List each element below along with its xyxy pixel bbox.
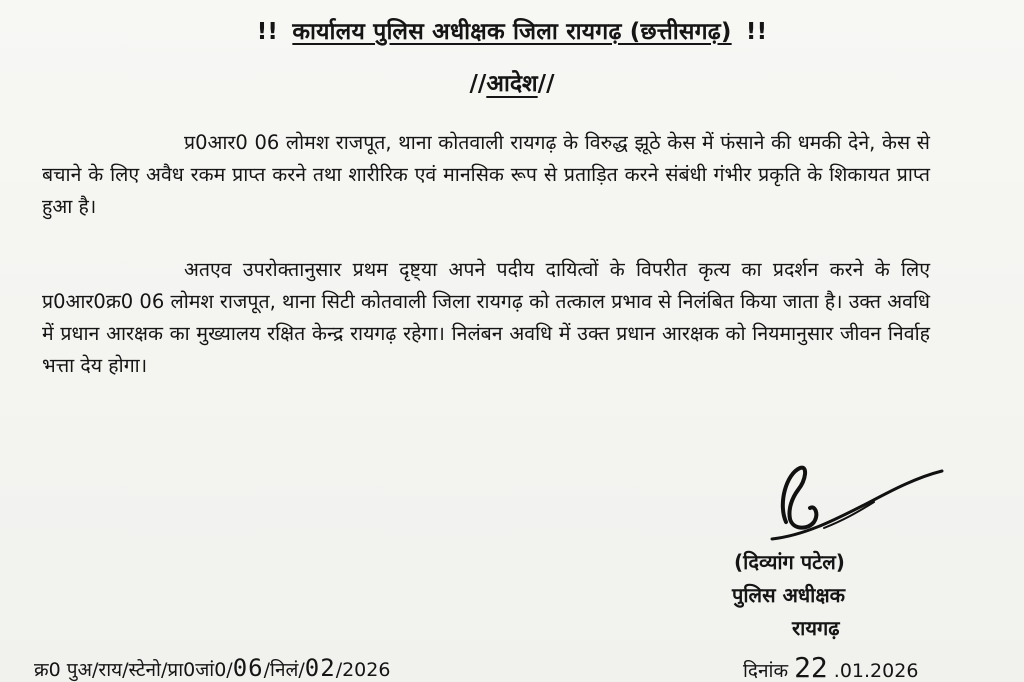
office-title: कार्यालय पुलिस अधीक्षक जिला रायगढ़ (छत्तीसगढ़) <box>292 19 732 45</box>
order-prefix-slashes: // <box>469 71 487 97</box>
header-prefix-marks: !! <box>256 19 279 45</box>
handwritten-signature <box>752 456 962 552</box>
reference-serial: 02 <box>304 654 336 682</box>
officer-name: (दिव्यांग पटेल) <box>734 550 845 574</box>
order-title: आदेश <box>486 71 538 97</box>
officer-designation: पुलिस अधीक्षक <box>732 583 846 607</box>
reference-prefix: क्र0 पुअ/राय/स्टेनो/प्रा0जां0/ <box>34 659 233 681</box>
reference-middle: /निलं/ <box>263 659 305 681</box>
reference-year: /2026 <box>335 659 391 681</box>
order-date <box>743 651 918 682</box>
complaint-paragraph: प्र0आर0 06 लोमश राजपूत, थाना कोतवाली रायगढ़ के विरुद्ध झूठे केस में फंसाने की धमकी देने, केस से बचाने के लिए अवैध रकम प्राप्त करने तथा शारीरिक एवं मानसिक रूप से प्रताड़ित करने संबंधी गंभीर प्रकृति के शिकायत प्राप्त हुआ है। <box>42 131 930 218</box>
signature-scribble <box>752 456 962 552</box>
date-label: दिनांक <box>743 660 789 682</box>
signatory-block <box>726 546 916 645</box>
header-suffix-marks: !! <box>745 19 768 45</box>
date-day: 22 <box>794 651 828 682</box>
reference-handwritten-number: 06 <box>232 654 264 682</box>
suspension-paragraph: अतएव उपरोक्तानुसार प्रथम दृष्ट्या अपने पदीय दायित्वों के विपरीत कृत्य का प्रदर्शन करने के लिए प्र0आर0क्र0 06 लोमश राजपूत, थाना सिटी कोतवाली जिला रायगढ़ को तत्काल प्रभाव से निलंबित किया जाता है। उक्त अवधि में प्रधान आरक्षक का मुख्यालय रक्षित केन्द्र रायगढ़ रहेगा। निलंबन अवधि में उक्त प्रधान आरक्षक को नियमानुसार जीवन निर्वाह भत्ता देय होगा। <box>42 258 930 377</box>
order-heading <box>0 66 1024 98</box>
reference-number <box>34 654 390 682</box>
order-suffix-slashes: // <box>537 71 555 97</box>
officer-district: रायगढ़ <box>792 616 840 640</box>
date-rest: .01.2026 <box>833 660 919 682</box>
office-header <box>0 14 1024 46</box>
